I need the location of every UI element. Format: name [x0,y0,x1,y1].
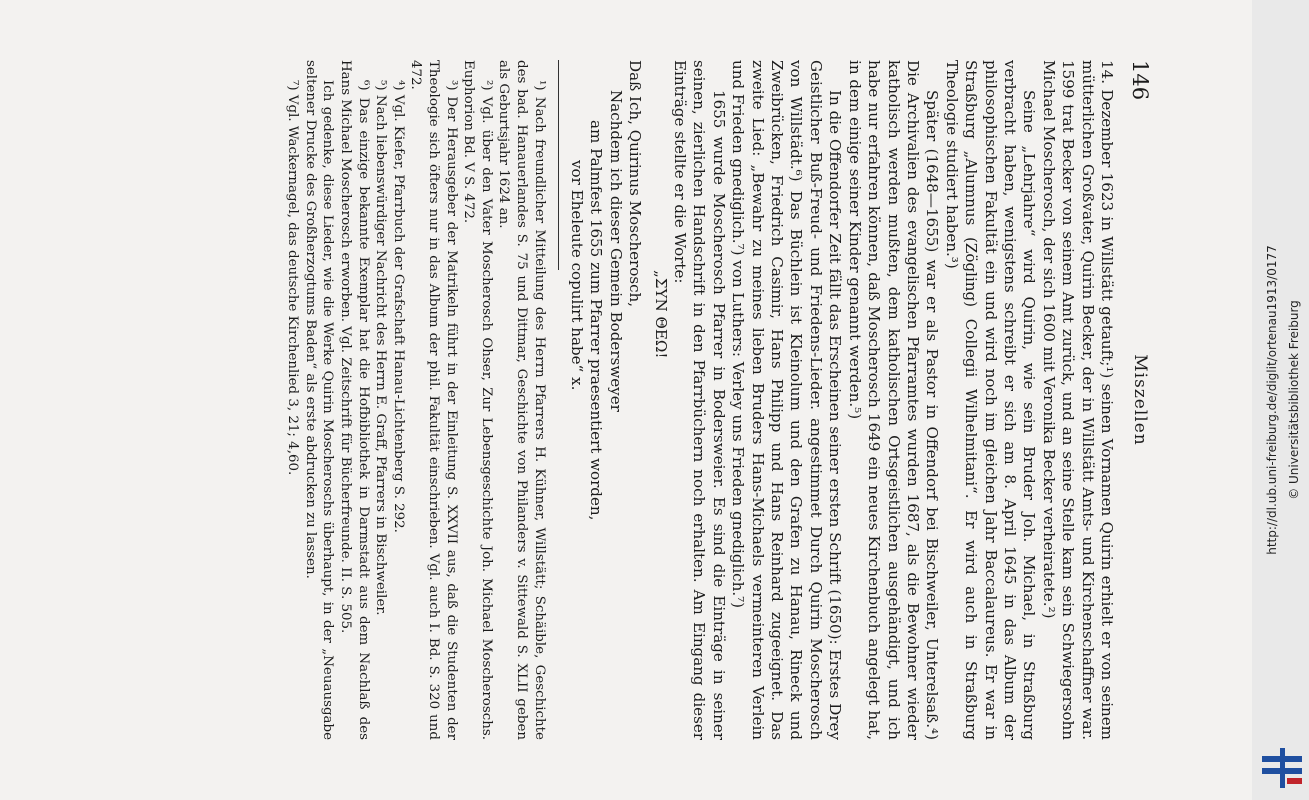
logo-bar-vertical [1280,748,1285,788]
ub-freiburg-logo-icon [1262,748,1302,788]
paragraph: In die Offendorfer Zeit fällt das Erscheinen seiner ersten Schrift (1650): Erstes Drey Geistlicher Buß-Freud- und Friedens-Lieder. angestimmet Durch Quirin Moscherosch von Willstädt.⁶) Das Büchlein ist Kleinolum und den Grafen zu Hanau, Rineck und Zweibrücken, Friedrich Casimir, Hans Philipp und Hans Reinhard zugeeignet. Das zweite Lied: „Bewahr zu meines lieben Bruders Hans-Michaels vermeinteren Verlein und Frieden gnediglich.⁷) von Luthers: Verley uns Frieden gnediglich.⁷) [729,60,845,740]
footnote: ⁶) Das einzige bekannte Exemplar hat die Hofbibliothek in Darmstadt aus dem Nachlaß des Hans Michael Moscherosch erworben. Vgl. Zeitschrift für Bücherfreunde. II. S. 505. [338,60,371,740]
verse-block [567,60,645,740]
footnote: ⁵) Nach liebenswürdiger Nachricht des Herrn E. Graff, Pfarrers in Bischweiler. [373,80,389,616]
footnotes [284,60,548,740]
footnote-divider [558,60,559,270]
verse-line: Nachdem ich dieser Gemein Bodersweyer [606,90,625,412]
page-number: 146 [1128,60,1152,101]
page-body [284,60,1116,740]
footnote: ²) Vgl. über den Vater Moscherosch Ohser, Zur Lebensgeschichte Joh. Michael Moscheroschs. Euphorion Bd. V S. 472. [461,60,494,740]
verse-line: Daß Ich, Quirinus Moscherosch, [626,60,645,308]
verse-line: vor Eheleute copulirt habe“ x. [568,160,587,391]
source-url-text[interactable]: http://dl.ub.uni-freiburg.de/diglit/ortenau1913/0177 [1265,245,1279,555]
paragraph: 1655 wurde Moscherosch Pfarrer in Bodersweier. Es sind die Einträge in seiner seinen, zierlichen Handschrift in den Pfarrbüchern noch erhalten. Am Eingang dieser Einträge stellte er die Worte: [671,60,728,740]
paragraph: Seine „Lehrjahre“ wird Quirin, wie sein Bruder Joh. Michael, in Straßburg verbracht haben, wenigstens schreibt er sich am 8. April 1645 in das Album der philosophischen Fakultät ein und wird noch im gleichen Jahr Baccalaureus. Er war in Straßburg „Alumnus (Zögling) Collegii Wilhelmitani“. Er wird auch in Straßburg Theologie studiert haben.³) [942,60,1039,740]
footnote: ⁷) Vgl. Wackernagel, das deutsche Kirchenlied 3, 21; 4,60. [285,80,301,476]
paragraph: 14. Dezember 1623 in Willstätt getauft;¹) seinen Vornamen Quirin erhielt er von seinem mütterlichen Großvater, Quirin Becker, der in Willstätt Amts- und Kirchenschaffner war. 1599 trat Becker von seinem Amt zurück, und an seine Stelle kam sein Schwiegersohn Michael Moscherosch, der sich 1600 mit Veronika Becker verheiratete.²) [1039,60,1116,740]
greek-motto: „ΣΥΝ ΘΕΩ! [651,270,670,359]
logo-bar-red [1287,778,1302,784]
footnote: ⁴) Vgl. Kiefer, Pfarrbuch der Grafschaft Hanau-Lichtenberg S. 292. [390,80,406,533]
page-header [1122,60,1152,740]
paragraph: Später (1648—1655) war er als Pastor in Offendorf bei Bischweiler, Unterelsaß.⁴) Die Archivalien des evangelischen Pfarramtes wurden 1687, als die Bewohner wieder katholisch werden mußten, dem katholischen Ortsgeistlichen ausgehändigt, und ich habe nur erfahren können, daß Moscherosch 1649 ein neues Kirchenbuch angelegt hat, in dem einige seiner Kinder genannt werden.⁵) [845,60,942,740]
copyright-notice [1284,0,1304,800]
footnote: ³) Der Herausgeber der Matrikeln führt in der Einleitung S. XXVII aus, daß die Studenten der Theologie sich öfters nur in das Album der phil. Fakultät einschrieben. Vgl. auch I. Bd. S. 320 und 472. [408,60,459,740]
verse-line: am Palmfest 1655 zum Pfarrer praesentiert worden, [587,120,606,521]
footnote: Ich gedenke, diese Lieder, wie die Werke Quirin Moscheroschs überhaupt, in der „Neuausgabe seltener Drucke des Großherzogtums Baden“ als erste abdrucken zu lassen. [302,60,336,740]
copyright-text: © Universitätsbibliothek Freiburg [1287,300,1301,500]
source-url[interactable] [1262,0,1282,800]
running-head: Miszellen [1130,354,1150,446]
footnote: ¹) Nach freundlicher Mitteilung des Herrn Pfarrers H. Kühner, Willstätt; Schäible, Geschichte des bad. Hanauerlandes S. 75 und Dittmar, Geschichte von Philanders v. Sittewald S. XLII geben als Geburtsjahr 1624 an. [496,60,547,740]
